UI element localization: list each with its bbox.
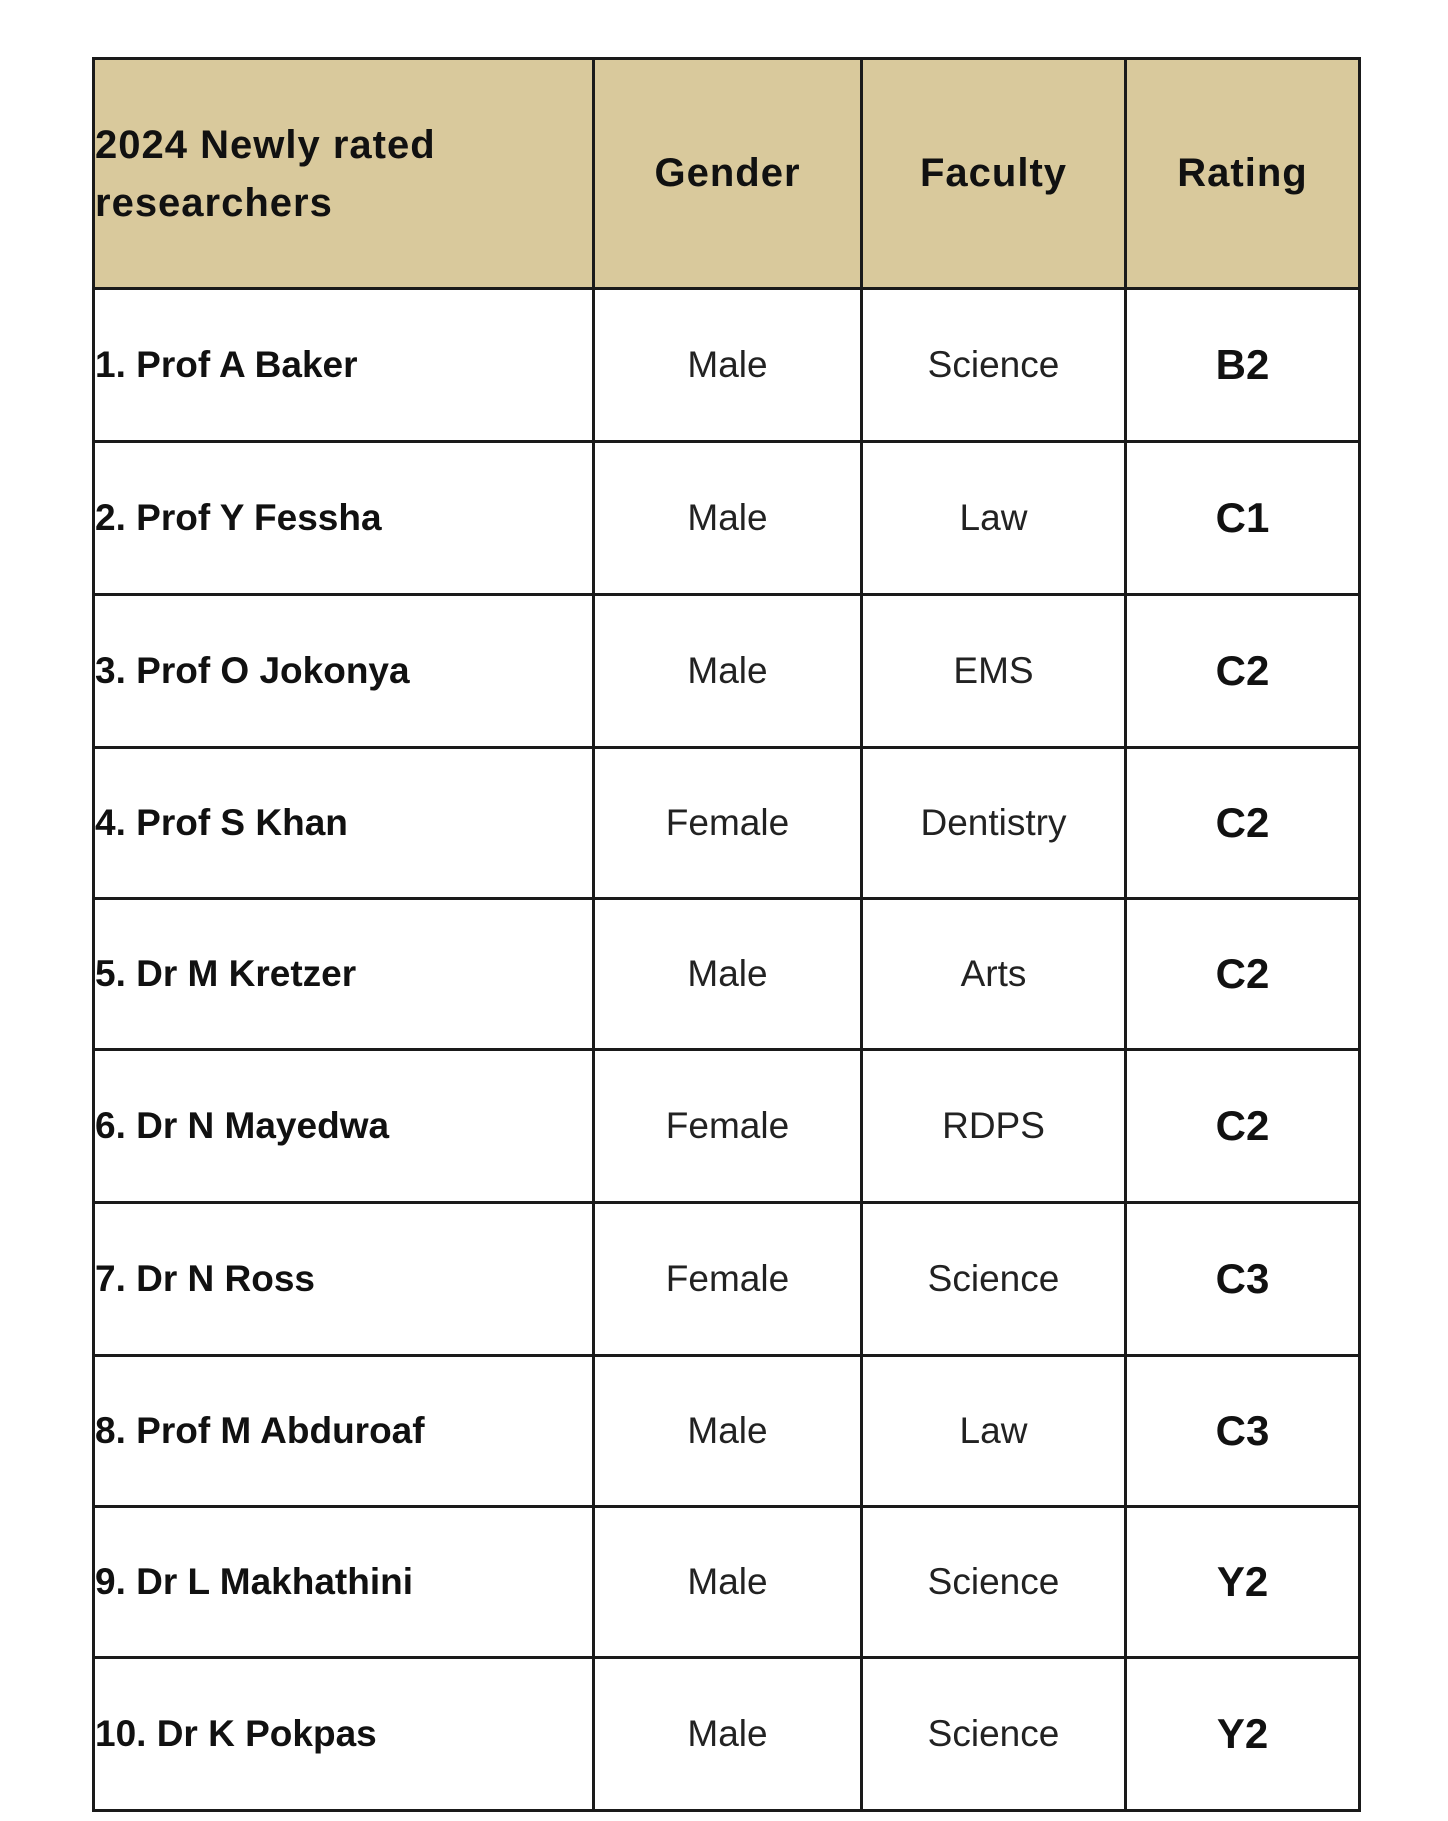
researcher-faculty: RDPS xyxy=(862,1050,1126,1203)
researcher-name: 6. Dr N Mayedwa xyxy=(94,1050,594,1203)
researcher-rating: C2 xyxy=(1126,595,1360,748)
researcher-rating: C2 xyxy=(1126,748,1360,899)
header-row xyxy=(94,59,1360,289)
researcher-rating: C2 xyxy=(1126,1050,1360,1203)
header-rating: Rating xyxy=(1126,59,1360,289)
researcher-rating: B2 xyxy=(1126,289,1360,442)
table-row xyxy=(94,899,1360,1050)
researcher-name: 4. Prof S Khan xyxy=(94,748,594,899)
researcher-gender: Male xyxy=(594,289,862,442)
table-row xyxy=(94,1050,1360,1203)
researcher-faculty: Law xyxy=(862,442,1126,595)
researcher-name: 8. Prof M Abduroaf xyxy=(94,1356,594,1507)
researcher-faculty: Science xyxy=(862,1203,1126,1356)
researcher-rating: Y2 xyxy=(1126,1658,1360,1811)
researcher-gender: Female xyxy=(594,748,862,899)
researcher-faculty: Science xyxy=(862,289,1126,442)
table-row xyxy=(94,1356,1360,1507)
table-row xyxy=(94,442,1360,595)
researcher-name: 3. Prof O Jokonya xyxy=(94,595,594,748)
researcher-rating: C2 xyxy=(1126,899,1360,1050)
researcher-name: 1. Prof A Baker xyxy=(94,289,594,442)
researcher-gender: Male xyxy=(594,1356,862,1507)
researcher-gender: Male xyxy=(594,1658,862,1811)
header-gender: Gender xyxy=(594,59,862,289)
researcher-name: 2. Prof Y Fessha xyxy=(94,442,594,595)
researcher-faculty: Arts xyxy=(862,899,1126,1050)
table-row xyxy=(94,1203,1360,1356)
researcher-gender: Male xyxy=(594,899,862,1050)
researcher-name: 9. Dr L Makhathini xyxy=(94,1507,594,1658)
researcher-rating: C3 xyxy=(1126,1203,1360,1356)
researcher-faculty: Dentistry xyxy=(862,748,1126,899)
researcher-gender: Female xyxy=(594,1050,862,1203)
researcher-gender: Male xyxy=(594,442,862,595)
researchers-table xyxy=(92,57,1361,1812)
header-name: 2024 Newly rated researchers xyxy=(94,59,594,289)
researcher-name: 5. Dr M Kretzer xyxy=(94,899,594,1050)
table-row xyxy=(94,289,1360,442)
researcher-faculty: EMS xyxy=(862,595,1126,748)
researcher-rating: C1 xyxy=(1126,442,1360,595)
researcher-gender: Female xyxy=(594,1203,862,1356)
table-row xyxy=(94,748,1360,899)
table-row xyxy=(94,1507,1360,1658)
header-faculty: Faculty xyxy=(862,59,1126,289)
researcher-rating: Y2 xyxy=(1126,1507,1360,1658)
table-row xyxy=(94,1658,1360,1811)
researcher-faculty: Science xyxy=(862,1658,1126,1811)
researcher-faculty: Science xyxy=(862,1507,1126,1658)
researcher-gender: Male xyxy=(594,595,862,748)
researcher-name: 7. Dr N Ross xyxy=(94,1203,594,1356)
researcher-name: 10. Dr K Pokpas xyxy=(94,1658,594,1811)
researcher-faculty: Law xyxy=(862,1356,1126,1507)
researcher-gender: Male xyxy=(594,1507,862,1658)
researcher-rating: C3 xyxy=(1126,1356,1360,1507)
table-row xyxy=(94,595,1360,748)
